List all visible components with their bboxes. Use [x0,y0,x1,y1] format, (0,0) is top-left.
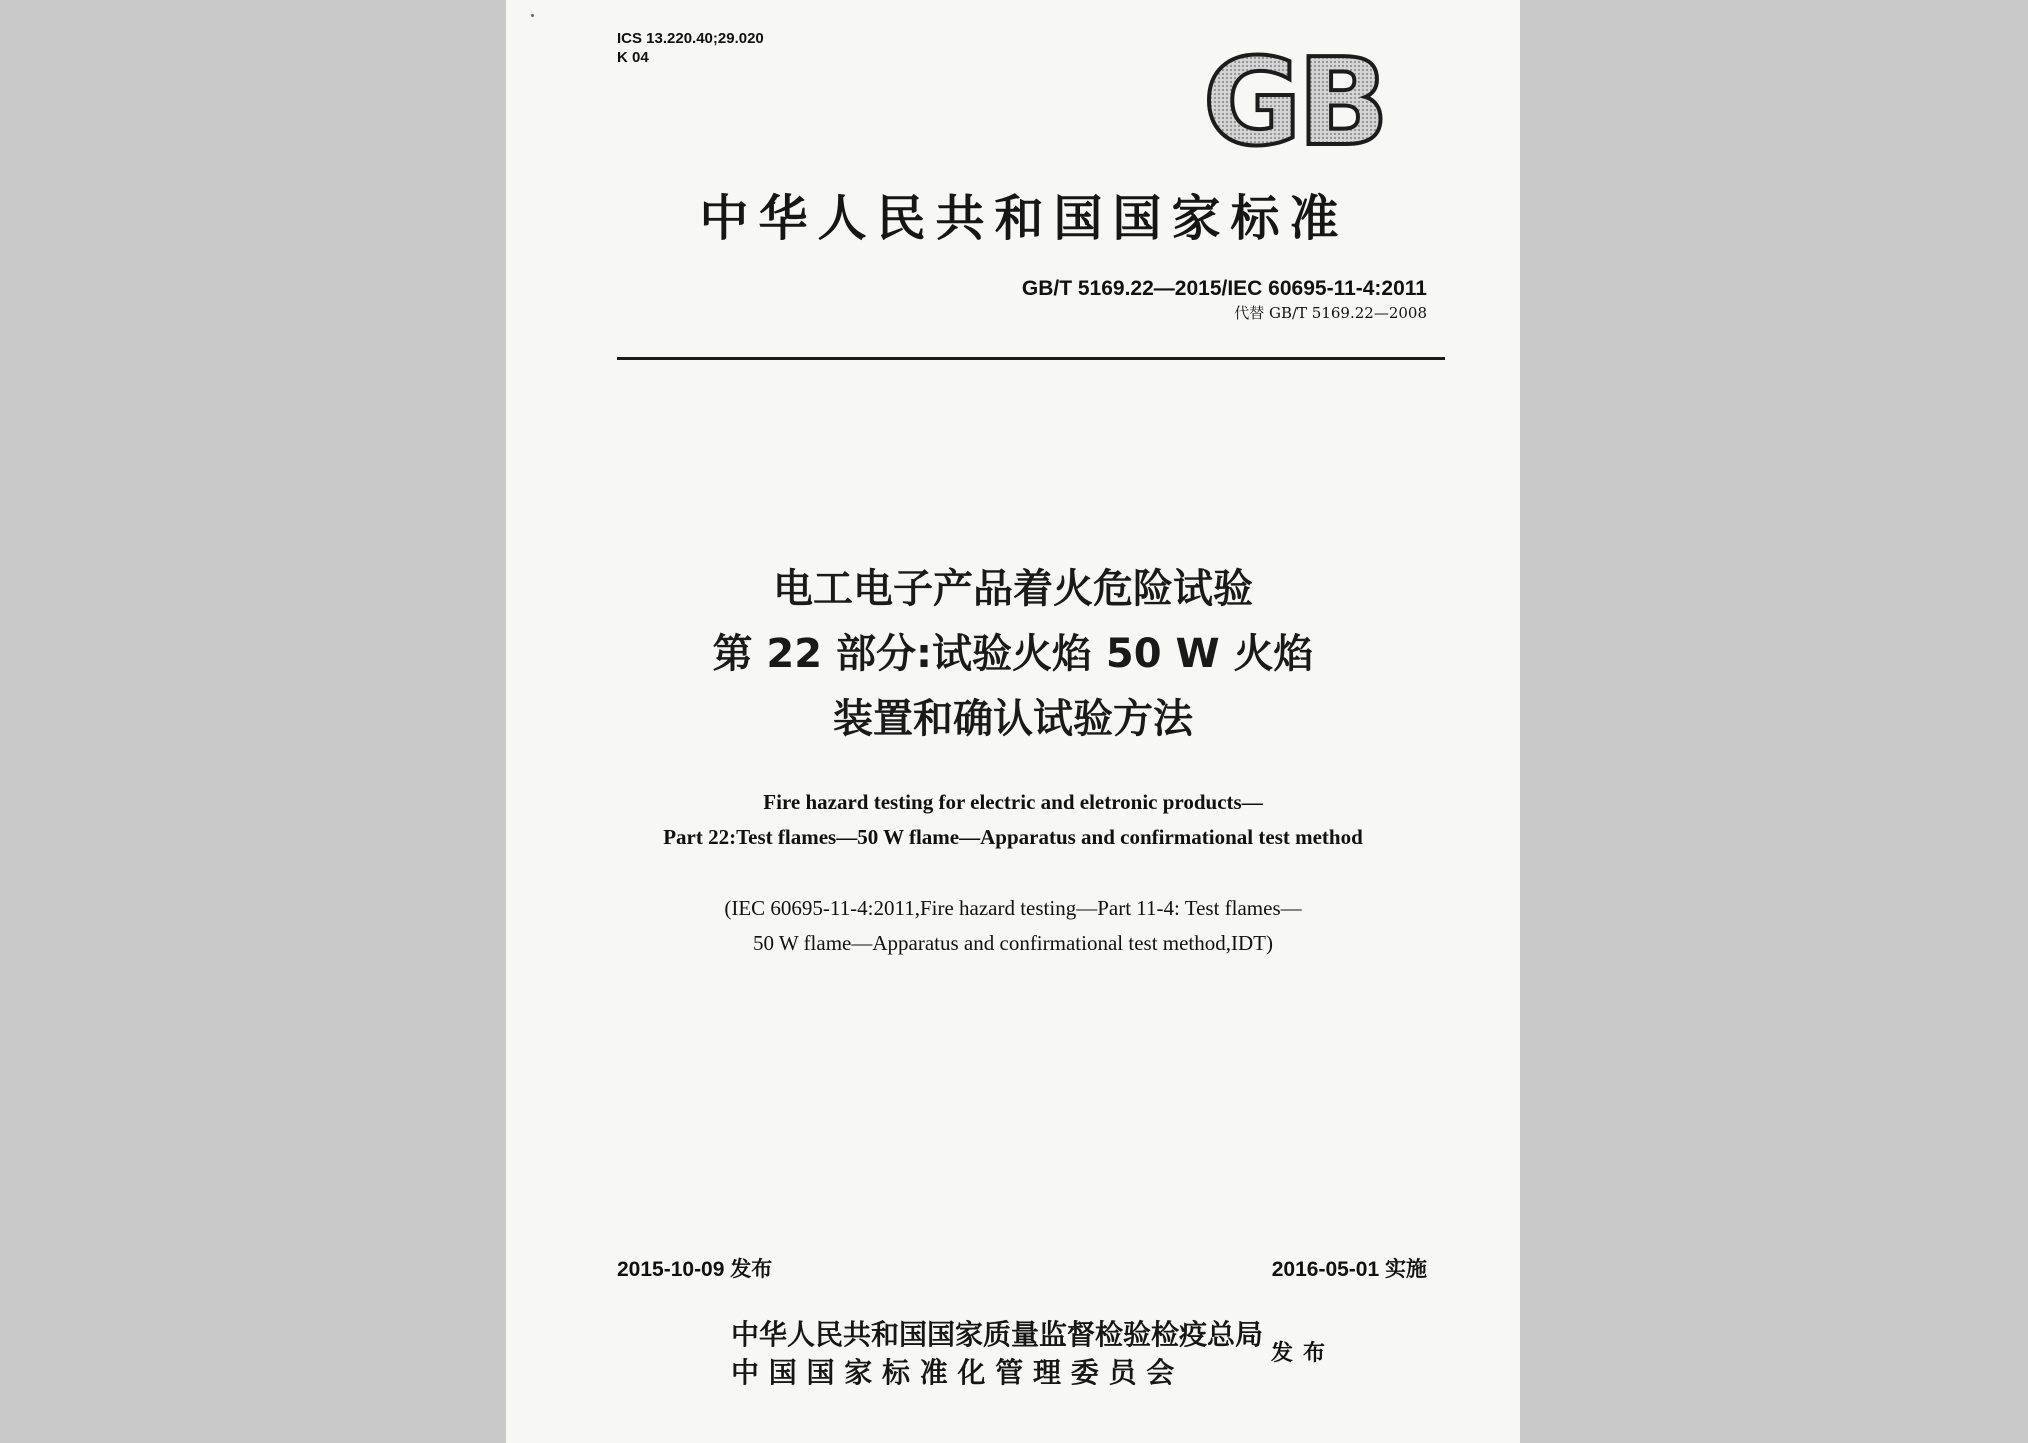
issue-date: 2015-10-09 发布 [617,1258,773,1281]
standard-number: GB/T 5169.22—2015/IEC 60695-11-4:2011 [1021,277,1427,300]
scan-speck [531,14,534,17]
header-divider [617,357,1445,360]
standard-cover-page [506,0,1520,1443]
classification-code: K 04 [617,49,649,66]
publish-label: 发布 [1271,1341,1336,1366]
chinese-title-line-3: 装置和确认试验方法 [833,696,1193,742]
issuer-line-1: 中华人民共和国国家质量监督检验检疫总局 [731,1318,1264,1351]
ics-code: ICS 13.220.40;29.020 [617,30,764,47]
equivalence-line-1: (IEC 60695-11-4:2011,Fire hazard testing—Part 11-4: Test flames— [724,896,1302,920]
equivalence-line-2: 50 W flame—Apparatus and confirmational test method,IDT) [753,931,1273,955]
issuer-line-2: 中 国 国 家 标 准 化 管 理 委 员 会 [731,1356,1175,1389]
implementation-date: 2016-05-01 实施 [1271,1258,1427,1281]
national-standard-title: 中华人民共和国国家标准 [699,190,1349,247]
english-title-line-1: Fire hazard testing for electric and eletronic products— [763,790,1263,814]
gb-logo-text: GB [1203,40,1385,156]
english-title-line-2: Part 22:Test flames—50 W flame—Apparatus and confirmational test method [663,825,1363,849]
chinese-title-line-2: 第 22 部分:试验火焰 50 W 火焰 [712,631,1314,677]
gb-logo [1189,40,1399,156]
chinese-title-line-1: 电工电子产品着火危险试验 [773,566,1253,612]
replaces-note: 代替 GB/T 5169.22—2008 [1234,304,1427,322]
